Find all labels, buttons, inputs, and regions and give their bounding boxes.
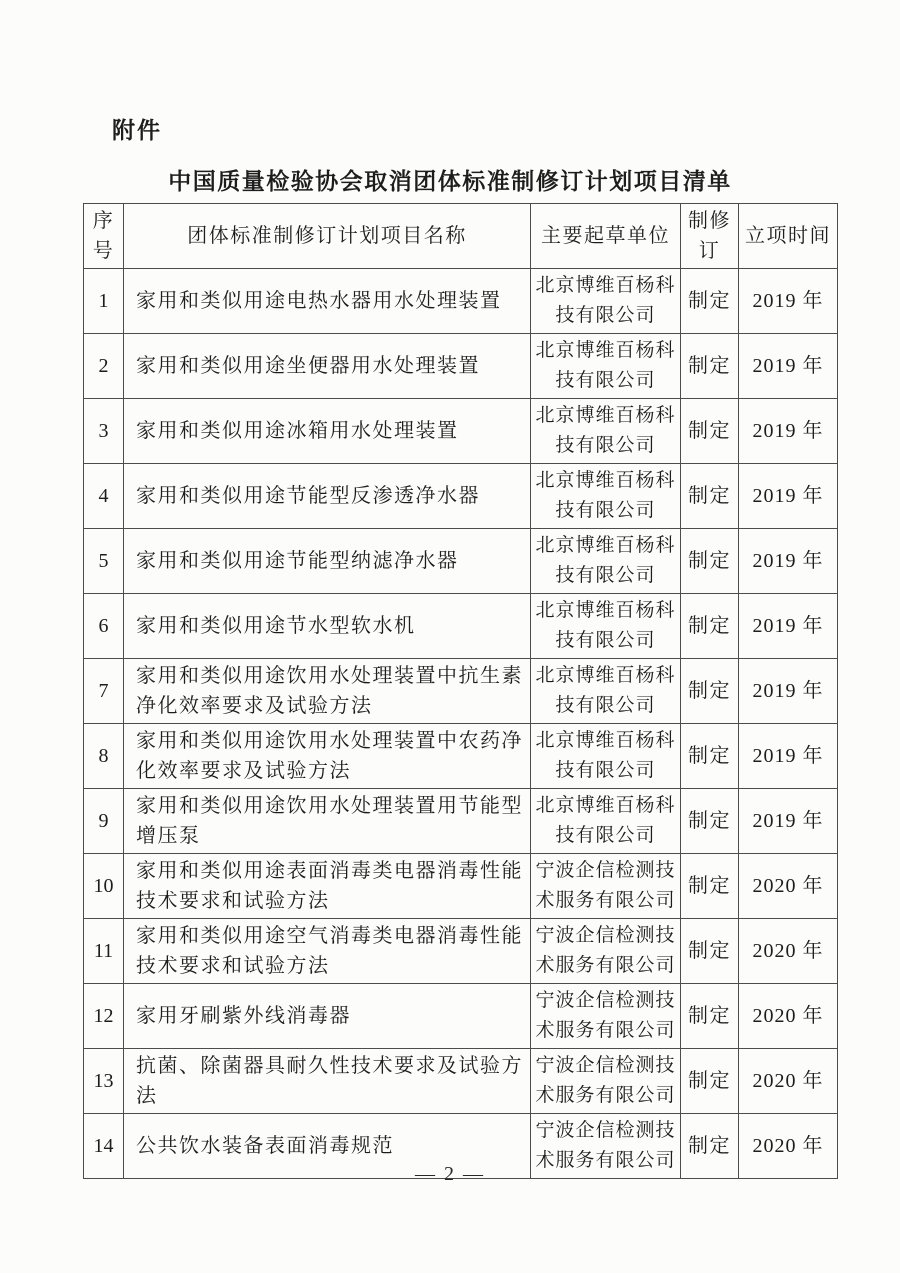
cell-project-name: 家用和类似用途饮用水处理装置中抗生素净化效率要求及试验方法 (124, 659, 531, 724)
cell-approval-year: 2020 年 (739, 1114, 838, 1179)
cell-project-name: 家用和类似用途电热水器用水处理装置 (124, 269, 531, 334)
cell-drafting-unit: 北京博维百杨科技有限公司 (531, 334, 681, 399)
cell-approval-year: 2019 年 (739, 594, 838, 659)
cell-drafting-unit: 北京博维百杨科技有限公司 (531, 529, 681, 594)
cell-project-name: 家用和类似用途节能型纳滤净水器 (124, 529, 531, 594)
cell-revision-type: 制定 (681, 269, 739, 334)
cell-revision-type: 制定 (681, 1049, 739, 1114)
cell-approval-year: 2020 年 (739, 919, 838, 984)
cell-drafting-unit: 北京博维百杨科技有限公司 (531, 594, 681, 659)
cell-drafting-unit: 北京博维百杨科技有限公司 (531, 724, 681, 789)
cell-row-number: 7 (84, 659, 124, 724)
table-body (84, 269, 838, 1179)
cell-project-name: 家用和类似用途表面消毒类电器消毒性能技术要求和试验方法 (124, 854, 531, 919)
cell-approval-year: 2019 年 (739, 529, 838, 594)
cell-approval-year: 2019 年 (739, 724, 838, 789)
table-row (84, 1049, 838, 1114)
column-header-year: 立项时间 (739, 204, 838, 269)
cell-revision-type: 制定 (681, 594, 739, 659)
table-row (84, 464, 838, 529)
column-header-revision: 制修订 (681, 204, 739, 269)
attachment-label: 附件 (112, 117, 162, 143)
cell-row-number: 13 (84, 1049, 124, 1114)
column-header-name: 团体标准制修订计划项目名称 (124, 204, 531, 269)
cell-row-number: 2 (84, 334, 124, 399)
cell-row-number: 5 (84, 529, 124, 594)
cell-project-name: 家用和类似用途饮用水处理装置用节能型增压泵 (124, 789, 531, 854)
table-row (84, 724, 838, 789)
cell-approval-year: 2019 年 (739, 464, 838, 529)
cell-drafting-unit: 北京博维百杨科技有限公司 (531, 399, 681, 464)
cell-revision-type: 制定 (681, 334, 739, 399)
cell-revision-type: 制定 (681, 464, 739, 529)
table-header (84, 204, 838, 269)
cell-revision-type: 制定 (681, 399, 739, 464)
table-row (84, 854, 838, 919)
page-number: — 2 — (415, 1163, 485, 1185)
cell-revision-type: 制定 (681, 724, 739, 789)
table-row (84, 269, 838, 334)
cell-project-name: 家用和类似用途饮用水处理装置中农药净化效率要求及试验方法 (124, 724, 531, 789)
cell-revision-type: 制定 (681, 984, 739, 1049)
cell-row-number: 8 (84, 724, 124, 789)
cell-row-number: 10 (84, 854, 124, 919)
cell-project-name: 抗菌、除菌器具耐久性技术要求及试验方法 (124, 1049, 531, 1114)
cell-project-name: 家用和类似用途空气消毒类电器消毒性能技术要求和试验方法 (124, 919, 531, 984)
page-title: 中国质量检验协会取消团体标准制修订计划项目清单 (168, 168, 732, 194)
cell-project-name: 家用和类似用途节能型反渗透净水器 (124, 464, 531, 529)
column-header-unit: 主要起草单位 (531, 204, 681, 269)
table-row (84, 334, 838, 399)
table-row (84, 399, 838, 464)
cell-drafting-unit: 宁波企信检测技术服务有限公司 (531, 984, 681, 1049)
cell-approval-year: 2019 年 (739, 659, 838, 724)
cell-row-number: 1 (84, 269, 124, 334)
cell-approval-year: 2020 年 (739, 1049, 838, 1114)
cell-row-number: 11 (84, 919, 124, 984)
cell-approval-year: 2019 年 (739, 789, 838, 854)
cell-project-name: 家用和类似用途坐便器用水处理装置 (124, 334, 531, 399)
cell-revision-type: 制定 (681, 919, 739, 984)
table-row (84, 659, 838, 724)
cell-drafting-unit: 宁波企信检测技术服务有限公司 (531, 854, 681, 919)
cell-approval-year: 2019 年 (739, 269, 838, 334)
table-row (84, 529, 838, 594)
cell-row-number: 12 (84, 984, 124, 1049)
cell-approval-year: 2019 年 (739, 399, 838, 464)
cell-drafting-unit: 北京博维百杨科技有限公司 (531, 464, 681, 529)
cell-project-name: 家用和类似用途节水型软水机 (124, 594, 531, 659)
column-header-no: 序号 (84, 204, 124, 269)
cell-row-number: 4 (84, 464, 124, 529)
cell-row-number: 3 (84, 399, 124, 464)
cell-revision-type: 制定 (681, 789, 739, 854)
cell-revision-type: 制定 (681, 854, 739, 919)
cell-row-number: 9 (84, 789, 124, 854)
table-row (84, 789, 838, 854)
table-row (84, 919, 838, 984)
cell-drafting-unit: 北京博维百杨科技有限公司 (531, 659, 681, 724)
cell-approval-year: 2020 年 (739, 854, 838, 919)
cell-drafting-unit: 宁波企信检测技术服务有限公司 (531, 919, 681, 984)
cell-drafting-unit: 宁波企信检测技术服务有限公司 (531, 1049, 681, 1114)
standards-table (83, 203, 838, 1179)
cell-row-number: 6 (84, 594, 124, 659)
cell-approval-year: 2020 年 (739, 984, 838, 1049)
cell-approval-year: 2019 年 (739, 334, 838, 399)
table-header-row (84, 204, 838, 269)
cell-project-name: 家用和类似用途冰箱用水处理装置 (124, 399, 531, 464)
cell-revision-type: 制定 (681, 529, 739, 594)
table-row (84, 984, 838, 1049)
cell-row-number: 14 (84, 1114, 124, 1179)
cell-drafting-unit: 北京博维百杨科技有限公司 (531, 269, 681, 334)
table-row (84, 594, 838, 659)
cell-revision-type: 制定 (681, 659, 739, 724)
cell-project-name: 公共饮水装备表面消毒规范 (124, 1114, 531, 1179)
cell-drafting-unit: 宁波企信检测技术服务有限公司 (531, 1114, 681, 1179)
cell-drafting-unit: 北京博维百杨科技有限公司 (531, 789, 681, 854)
cell-revision-type: 制定 (681, 1114, 739, 1179)
cell-project-name: 家用牙刷紫外线消毒器 (124, 984, 531, 1049)
